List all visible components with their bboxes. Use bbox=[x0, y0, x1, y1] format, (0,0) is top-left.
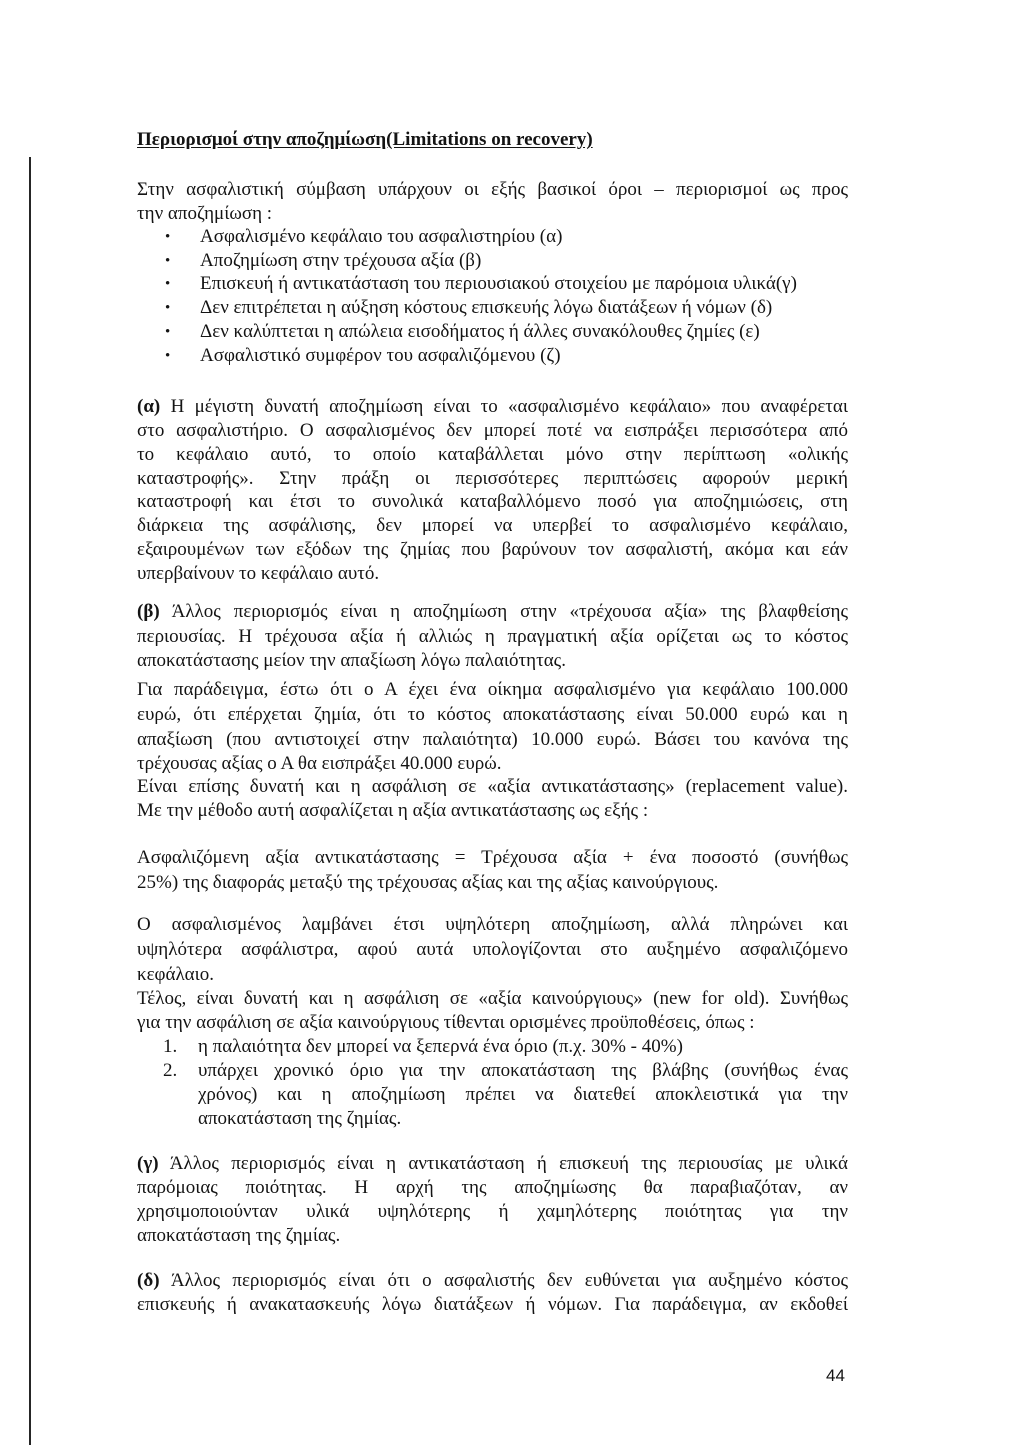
list-item-line: υπάρχει χρονικό όριο για την αποκατάσταση της βλάβης (συνήθως ένας bbox=[198, 1060, 848, 1081]
bullet-text: Δεν καλύπτεται η απώλεια εισοδήματος ή άλλες συνακόλουθες ζημίες (ε) bbox=[200, 321, 760, 342]
bullet-item bbox=[0, 296, 900, 320]
paragraph-line: Είναι επίσης δυνατή και η ασφάλιση σε «αξία αντικατάστασης» (replacement value). bbox=[137, 776, 848, 797]
bullet-item bbox=[0, 249, 900, 273]
bullet-text: Δεν επιτρέπεται η αύξηση κόστους επισκευής λόγω διατάξεων ή νόμων (δ) bbox=[200, 297, 773, 318]
paragraph-line: περιουσίας. Η τρέχουσα αξία ή αλλιώς η πραγματική αξία ορίζεται ως το κόστος bbox=[137, 626, 848, 647]
line-text: Άλλος περιορισμός είναι η αποζημίωση στην «τρέχουσα αξία» της βλαφθείσης bbox=[171, 601, 848, 622]
paragraph-line bbox=[137, 1152, 848, 1176]
paragraph-line: Με την μέθοδο αυτή ασφαλίζεται η αξία αντικατάστασης ως εξής : bbox=[137, 800, 649, 821]
line-text: Η μέγιστη δυνατή αποζημίωση είναι το «ασφαλισμένο κεφάλαιο» που αναφέρεται bbox=[170, 396, 849, 417]
bullet-text: Αποζημίωση στην τρέχουσα αξία (β) bbox=[200, 250, 482, 271]
intro-line: την αποζημίωση : bbox=[137, 203, 273, 224]
page-number: 44 bbox=[826, 1366, 845, 1385]
section-label: (α) bbox=[137, 396, 161, 417]
bullet-item bbox=[0, 320, 900, 344]
line-text: Άλλος περιορισμός είναι ότι ο ασφαλιστής δεν ευθύνεται για αυξημένο κόστος bbox=[170, 1270, 849, 1291]
bullet-item bbox=[0, 272, 900, 296]
paragraph-line: κεφάλαιο. bbox=[137, 964, 215, 985]
line-text: Άλλος περιορισμός είναι η αντικατάσταση ή επισκευή της περιουσίας με υλικά bbox=[169, 1153, 848, 1174]
paragraph-line: Τέλος, είναι δυνατή και η ασφάλιση σε «αξία καινούργιους» (new for old). Συνήθως bbox=[137, 988, 848, 1009]
list-item-line: χρόνος) και η αποζημίωση πρέπει να διατεθεί αποκλειστικά για την bbox=[198, 1084, 848, 1105]
bullet-text: Επισκευή ή αντικατάσταση του περιουσιακού στοιχείου με παρόμοια υλικά(γ) bbox=[200, 273, 797, 294]
paragraph-line: επισκευής ή ανακατασκευής λόγω διατάξεων ή νόμων. Για παράδειγμα, αν εκδοθεί bbox=[137, 1294, 848, 1315]
bullet-marker: • bbox=[165, 276, 171, 292]
example-line: τρέχουσας αξίας ο Α θα εισπράξει 40.000 ευρώ. bbox=[137, 753, 502, 774]
formula-line: Ασφαλιζόμενη αξία αντικατάστασης = Τρέχουσα αξία + ένα ποσοστό (συνήθως bbox=[137, 847, 848, 868]
bullet-text: Ασφαλιστικό συμφέρον του ασφαλιζόμενου (ζ) bbox=[200, 345, 561, 366]
paragraph-line bbox=[137, 1269, 848, 1293]
paragraph-line: αποκατάσταση της ζημίας. bbox=[137, 1225, 341, 1246]
paragraph-line: το κεφάλαιο αυτό, το οποίο καταβάλλεται μόνο στην περίπτωση «ολικής bbox=[137, 444, 848, 465]
section-label: (δ) bbox=[137, 1270, 160, 1291]
paragraph-line: για την ασφάλιση σε αξία καινούργιους τίθενται ορισμένες προϋποθέσεις, όπως : bbox=[137, 1012, 755, 1033]
paragraph-line: στο ασφαλιστήριο. Ο ασφαλισμένος δεν μπορεί ποτέ να εισπράξει περισσότερα από bbox=[137, 420, 848, 441]
paragraph-line: εξαιρουμένων των εξόδων της ζημίας που βαρύνουν τον ασφαλιστή, ακόμα και εάν bbox=[137, 539, 848, 560]
paragraph-line: Ο ασφαλισμένος λαμβάνει έτσι υψηλότερη αποζημίωση, αλλά πληρώνει και bbox=[137, 914, 848, 935]
bullet-marker: • bbox=[165, 348, 171, 364]
example-line: Για παράδειγμα, έστω ότι ο Α έχει ένα οίκημα ασφαλισμένο για κεφάλαιο 100.000 bbox=[137, 679, 848, 700]
page-title: Περιορισμοί στην αποζημίωση(Limitations on recovery) bbox=[137, 129, 593, 150]
bullet-marker: • bbox=[165, 253, 171, 269]
bullet-marker: • bbox=[165, 300, 171, 316]
paragraph-line bbox=[137, 395, 848, 419]
list-number: 1. bbox=[163, 1036, 178, 1057]
bullet-marker: • bbox=[165, 229, 171, 245]
bullet-text: Ασφαλισμένο κεφάλαιο του ασφαλιστηρίου (α) bbox=[200, 226, 563, 247]
paragraph-line: υψηλότερα ασφάλιστρα, αφού αυτά υπολογίζονται στο αυξημένο ασφαλιζόμενο bbox=[137, 939, 848, 960]
paragraph-line: καταστροφής». Στην πράξη οι περισσότερες περιπτώσεις αφορούν μερική bbox=[137, 468, 848, 489]
paragraph-line: αποκατάστασης μείον την απαξίωση λόγω παλαιότητας. bbox=[137, 650, 566, 671]
formula-line: 25%) της διαφοράς μεταξύ της τρέχουσας αξίας και της αξίας καινούργιους. bbox=[137, 872, 719, 893]
paragraph-line: καταστροφή και έτσι το συνολικά καταβαλλόμενο ποσό για αποζημιώσεις, στη bbox=[137, 491, 848, 512]
paragraph-line: χρησιμοποιούνταν υλικά υψηλότερης ή χαμηλότερης ποιότητας για την bbox=[137, 1201, 848, 1222]
intro-line: Στην ασφαλιστική σύμβαση υπάρχουν οι εξής βασικοί όροι – περιορισμοί ως προς bbox=[137, 179, 848, 200]
example-line: απαξίωση (που αντιστοιχεί στην παλαιότητα) 10.000 ευρώ. Βάσει του κανόνα της bbox=[137, 729, 848, 750]
section-label: (γ) bbox=[137, 1153, 159, 1174]
paragraph-line: παρόμοιας ποιότητας. Η αρχή της αποζημίωσης θα παραβιαζόταν, αν bbox=[137, 1177, 848, 1198]
example-line: ευρώ, ότι επέρχεται ζημία, ότι το κόστος αποκατάστασης είναι 50.000 ευρώ και η bbox=[137, 704, 848, 725]
paragraph-line bbox=[137, 600, 848, 624]
list-item-line: η παλαιότητα δεν μπορεί να ξεπερνά ένα όριο (π.χ. 30% - 40%) bbox=[198, 1036, 683, 1057]
list-number: 2. bbox=[163, 1060, 178, 1081]
paragraph-line: διάρκεια της ασφάλισης, δεν μπορεί να υπερβεί το ασφαλισμένο κεφάλαιο, bbox=[137, 515, 848, 536]
paragraph-line: υπερβαίνουν το κεφάλαιο αυτό. bbox=[137, 563, 380, 584]
list-item-line: αποκατάσταση της ζημίας. bbox=[198, 1108, 402, 1129]
bullet-item bbox=[0, 344, 900, 368]
section-label: (β) bbox=[137, 601, 160, 622]
bullet-item bbox=[0, 225, 900, 249]
bullet-marker: • bbox=[165, 324, 171, 340]
